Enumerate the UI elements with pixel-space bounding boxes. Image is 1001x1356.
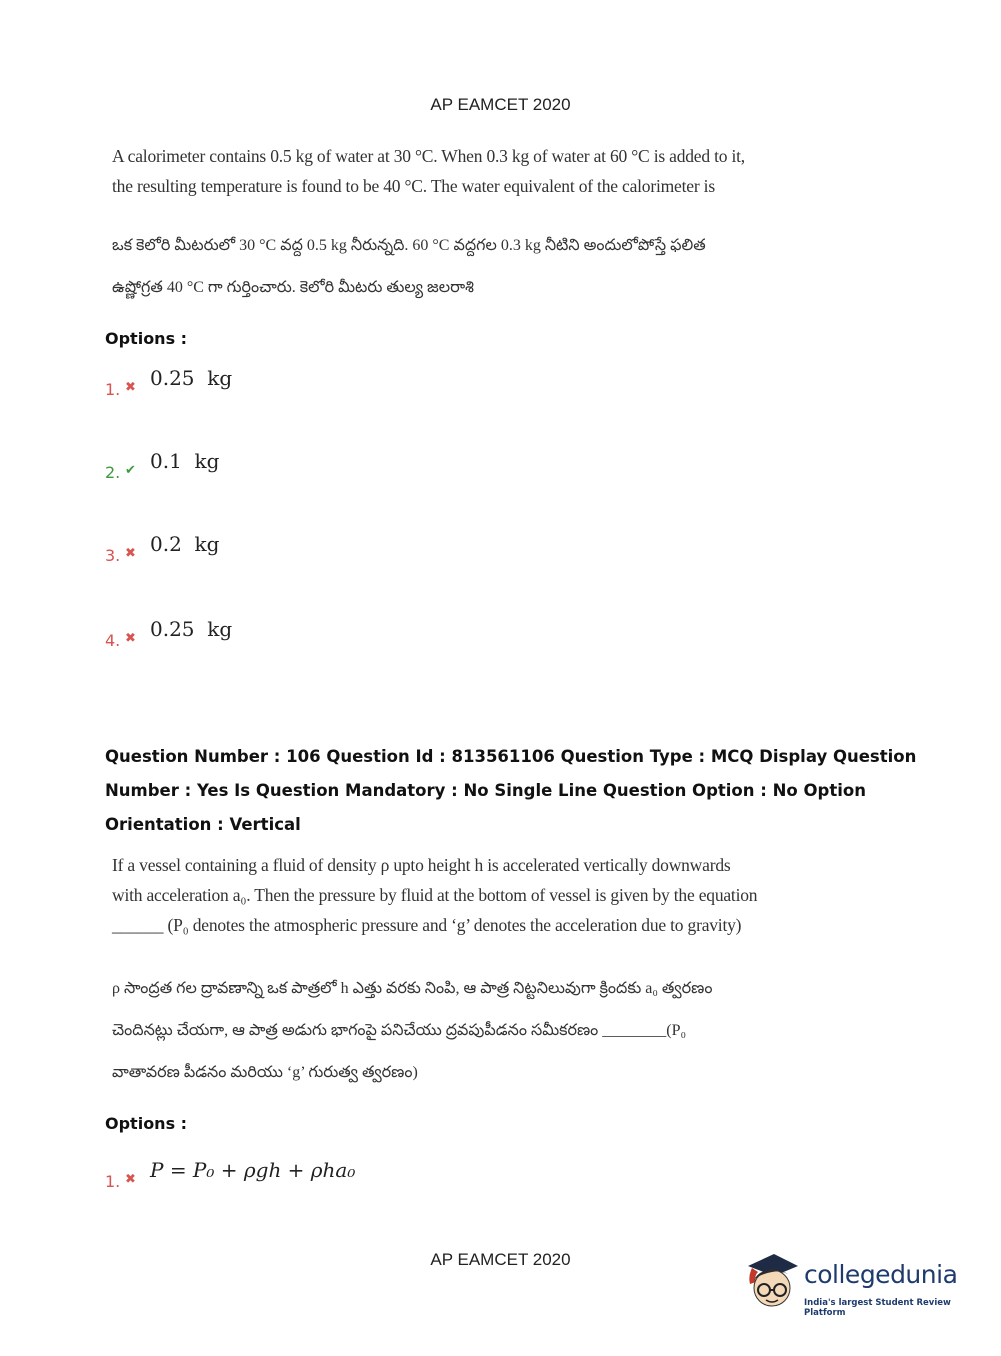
options-label: Options : [105, 1114, 188, 1133]
option-number: 3. [105, 546, 121, 565]
page-footer: AP EAMCET 2020 [430, 1250, 571, 1269]
meta-line: Number : Yes Is Question Mandatory : No Single Line Question Option : No Option [105, 781, 866, 800]
question-line: చెందినట్లు చేయగా, ఆ పాత్ర అడుగు భాగంపై పనిచేయు ద్రవపుపీడనం సమీకరణం ________(P₀ [112, 1022, 687, 1039]
cross-icon: ✖ [125, 380, 136, 395]
question-line: ఒక కెలోరి మీటరులో 30 °C వద్ద 0.5 kg నీరున్నది. 60 °C వద్దగల 0.3 kg నీటిని అందులోపోస్తే ఫలిత [112, 237, 706, 254]
meta-line: Question Number : 106 Question Id : 813561106 Question Type : MCQ Display Question [105, 747, 917, 766]
option-value: 0.1 kg [150, 449, 220, 473]
meta-line: Orientation : Vertical [105, 815, 301, 834]
cross-icon: ✖ [125, 546, 136, 561]
option-number: 1. [105, 1172, 121, 1191]
option-number: 4. [105, 631, 121, 650]
question-meta [105, 740, 916, 842]
option-value: 0.25 kg [150, 617, 233, 641]
check-icon: ✔ [125, 463, 136, 478]
question-text-english [112, 850, 757, 940]
collegedunia-logo[interactable] [742, 1248, 972, 1318]
mascot-icon [742, 1248, 802, 1318]
option-number: 1. [105, 380, 121, 399]
option-value: P = P₀ + ρgh + ρha₀ [150, 1158, 356, 1182]
question-text-english [112, 141, 745, 201]
cross-icon: ✖ [125, 631, 136, 646]
question-line: If a vessel containing a fluid of density ρ upto height h is accelerated vertically downwards [112, 855, 731, 875]
question-line: వాతావరణ పీడనం మరియు ‘g’ గురుత్వ త్వరణం) [112, 1064, 418, 1081]
question-line: ఉష్ణోగ్రత 40 °C గా గుర్తించారు. కెలోరి మీటరు తుల్య జలరాశి [112, 279, 474, 296]
logo-tagline: India's largest Student Review Platform [804, 1298, 951, 1318]
question-text-telugu [112, 225, 706, 309]
question-line: ρ సాంద్రత గల ద్రావణాన్ని ఒక పాత్రలో h ఎత్తు వరకు నింపి, ఆ పాత్ర నిట్టనిలువుగా క్రిందకు a₀ త్వరణం [112, 980, 713, 997]
page-header: AP EAMCET 2020 [430, 95, 571, 114]
question-line: the resulting temperature is found to be 40 °C. The water equivalent of the calorimeter is [112, 176, 715, 196]
option-value: 0.25 kg [150, 366, 233, 390]
cross-icon: ✖ [125, 1172, 136, 1187]
question-line: with acceleration a₀. Then the pressure by fluid at the bottom of vessel is given by the equation [112, 885, 758, 905]
logo-name: collegedunia [804, 1260, 958, 1289]
options-label: Options : [105, 329, 188, 348]
question-text-telugu [112, 968, 712, 1094]
option-value: 0.2 kg [150, 532, 220, 556]
question-line: ______ (P₀ denotes the atmospheric pressure and ‘g’ denotes the acceleration due to gravity) [112, 915, 742, 935]
option-number: 2. [105, 463, 121, 482]
question-line: A calorimeter contains 0.5 kg of water at 30 °C. When 0.3 kg of water at 60 °C is added to it, [112, 146, 745, 166]
